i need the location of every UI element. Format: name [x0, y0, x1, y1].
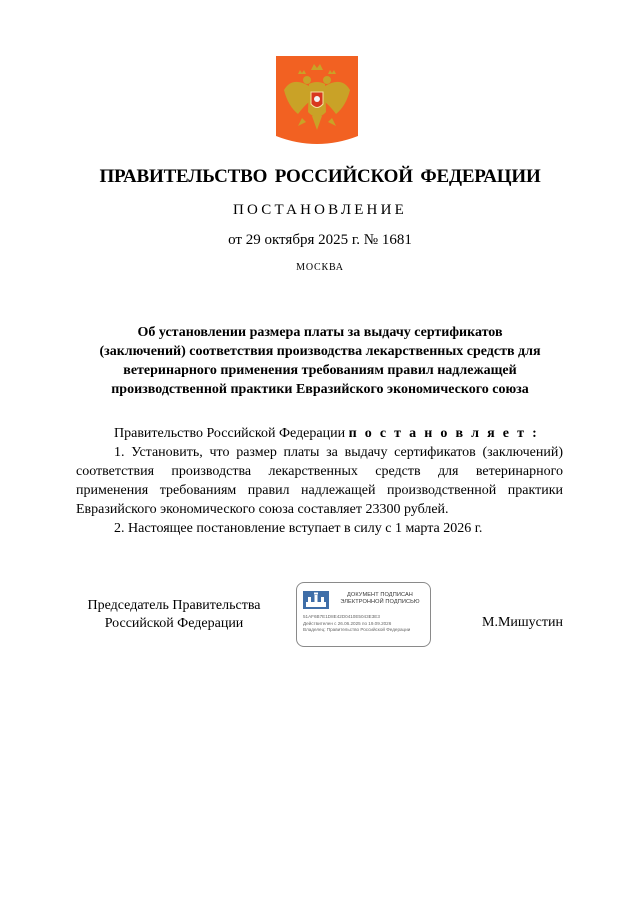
intro-paragraph: [76, 424, 563, 443]
stamp-title-line: ЭЛЕКТРОННОЙ ПОДПИСЬЮ: [340, 599, 420, 605]
signer-position-line: Российской Федерации: [104, 616, 244, 631]
coat-of-arms-icon: [276, 56, 358, 148]
title-line: Об установлении размера платы за выдачу сертификатов: [137, 325, 503, 340]
document-type: ПОСТАНОВЛЕНИЕ: [233, 202, 407, 218]
signer-position: [76, 597, 272, 633]
government-title: ПРАВИТЕЛЬСТВО РОССИЙСКОЙ ФЕДЕРАЦИИ: [99, 166, 541, 187]
signer-position-line: Председатель Правительства: [87, 598, 261, 613]
document-city: МОСКВА: [296, 262, 344, 273]
stamp-owner: Владелец: Правительство Российской Федерации: [303, 627, 411, 632]
document-body: [76, 424, 563, 538]
electronic-signature-stamp: [296, 582, 431, 647]
item-1-paragraph: 1. Установить, что размер платы за выдачу сертификатов (заключений) соответствия производства лекарственных средств для ветеринарного применения требованиям правил надлежащей производственной практики Евразийского экономического союза составляет 23300 рублей.: [76, 445, 563, 517]
stamp-title: [333, 592, 427, 606]
stamp-title-line: ДОКУМЕНТ ПОДПИСАН: [347, 592, 413, 598]
stamp-validity: [303, 621, 425, 633]
stamp-valid-dates: Действителен с 26.06.2025 по 19.09.2026: [303, 621, 392, 626]
building-icon: [303, 591, 329, 609]
intro-action: п о с т а н о в л я е т :: [348, 426, 540, 441]
title-line: производственной практики Евразийского экономического союза: [111, 382, 529, 397]
signer-name: М.Мишустин: [482, 615, 563, 630]
title-line: (заключений) соответствия производства лекарственных средств для: [99, 344, 541, 359]
document-date-number: от 29 октября 2025 г. № 1681: [228, 232, 412, 248]
stamp-serial: 51AF6B7E1D8E42D0410E5043E3E3: [303, 614, 380, 619]
item-2-paragraph: 2. Настоящее постановление вступает в силу с 1 марта 2026 г.: [114, 521, 483, 536]
title-line: ветеринарного применения требованиям правил надлежащей: [123, 363, 517, 378]
intro-text: Правительство Российской Федерации: [114, 426, 346, 441]
document-title: [70, 323, 570, 399]
